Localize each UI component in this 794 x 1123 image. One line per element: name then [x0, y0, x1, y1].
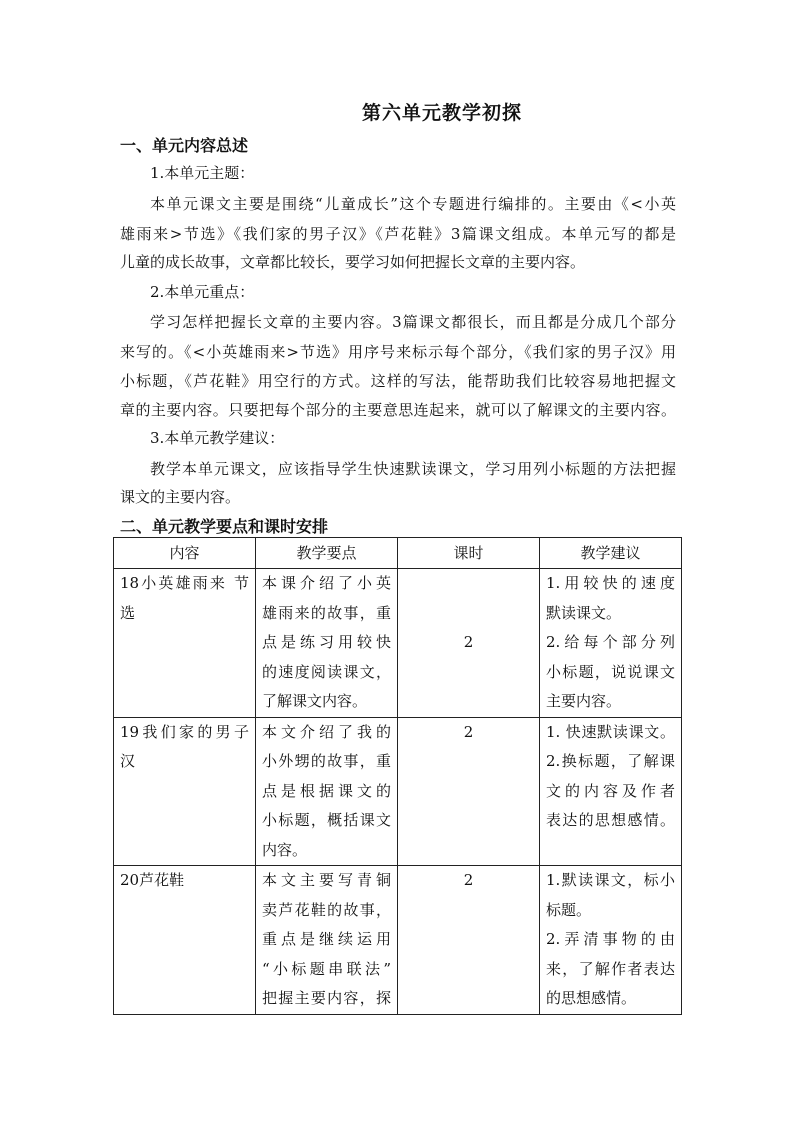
cell-points: 本文主要写青铜 卖芦花鞋的故事， 重点是继续运用 “小标题串联法” 把握主要内容，探 [256, 866, 398, 1015]
cell-advice: 1. 快速默读课文。 2.换标题，了解课 文的内容及作者 表达的思想感情。 [540, 717, 682, 866]
table-row [114, 717, 682, 866]
item3-label: 3.本单元教学建议： [150, 429, 285, 447]
cell-content: 18小英雄雨来 节 选 [114, 569, 256, 718]
item1-label: 1.本单元主题： [150, 164, 255, 182]
lesson-plan-table [113, 537, 682, 1015]
cell-points: 本课介绍了小英 雄雨来的故事，重 点是练习用较快 的速度阅读课文， 了解课文内容。 [256, 569, 398, 718]
section-heading-2: 二、单元教学要点和课时安排 [120, 517, 329, 536]
item2-line-3: 小标题，《芦花鞋》用空行的方式。这样的写法，能帮助我们比较容易地把握文 [120, 372, 676, 390]
table-row [114, 569, 682, 718]
section-heading-1: 一、单元内容总述 [120, 136, 249, 155]
cell-hours: 2 [398, 569, 540, 718]
item2-label: 2.本单元重点： [150, 283, 255, 301]
item2-line-1: 学习怎样把握长文章的主要内容。3篇课文都很长，而且都是分成几个部分 [150, 313, 676, 331]
cell-advice: 1.默读课文，标小 标题。 2.弄清事物的由 来，了解作者表达 的思想感情。 [540, 866, 682, 1015]
cell-hours: 2 [398, 866, 540, 1015]
item1-line-2: 雄雨来>节选》《我们家的男子汉》《芦花鞋》3篇课文组成。本单元写的都是 [120, 225, 676, 243]
cell-content: 19我们家的男子 汉 [114, 717, 256, 866]
header-class-hours: 课时 [398, 538, 540, 569]
item1-line-1: 本单元课文主要是围绕“儿童成长”这个专题进行编排的。主要由《<小英 [150, 195, 676, 213]
cell-advice: 1.用较快的速度 默读课文。 2.给每个部分列 小标题，说说课文 主要内容。 [540, 569, 682, 718]
header-content: 内容 [114, 538, 256, 569]
item2-line-4: 章的主要内容。只要把每个部分的主要意思连起来，就可以了解课文的主要内容。 [120, 401, 676, 419]
header-teaching-points: 教学要点 [256, 538, 398, 569]
cell-points: 本文介绍了我的 小外甥的故事，重 点是根据课文的 小标题，概括课文 内容。 [256, 717, 398, 866]
cell-hours: 2 [398, 717, 540, 866]
table-row [114, 866, 682, 1015]
item3-line-2: 课文的主要内容。 [120, 488, 241, 506]
page-title: 第六单元教学初探 [361, 102, 522, 124]
item3-line-1: 教学本单元课文，应该指导学生快速默读课文，学习用列小标题的方法把握 [150, 460, 676, 478]
item2-line-2: 来写的。《<小英雄雨来>节选》用序号来标示每个部分，《我们家的男子汉》用 [120, 343, 676, 361]
header-teaching-advice: 教学建议 [540, 538, 682, 569]
cell-content: 20芦花鞋 [114, 866, 256, 1015]
item1-line-3: 儿童的成长故事，文章都比较长，要学习如何把握长文章的主要内容。 [120, 253, 586, 271]
table-header-row [114, 538, 682, 569]
